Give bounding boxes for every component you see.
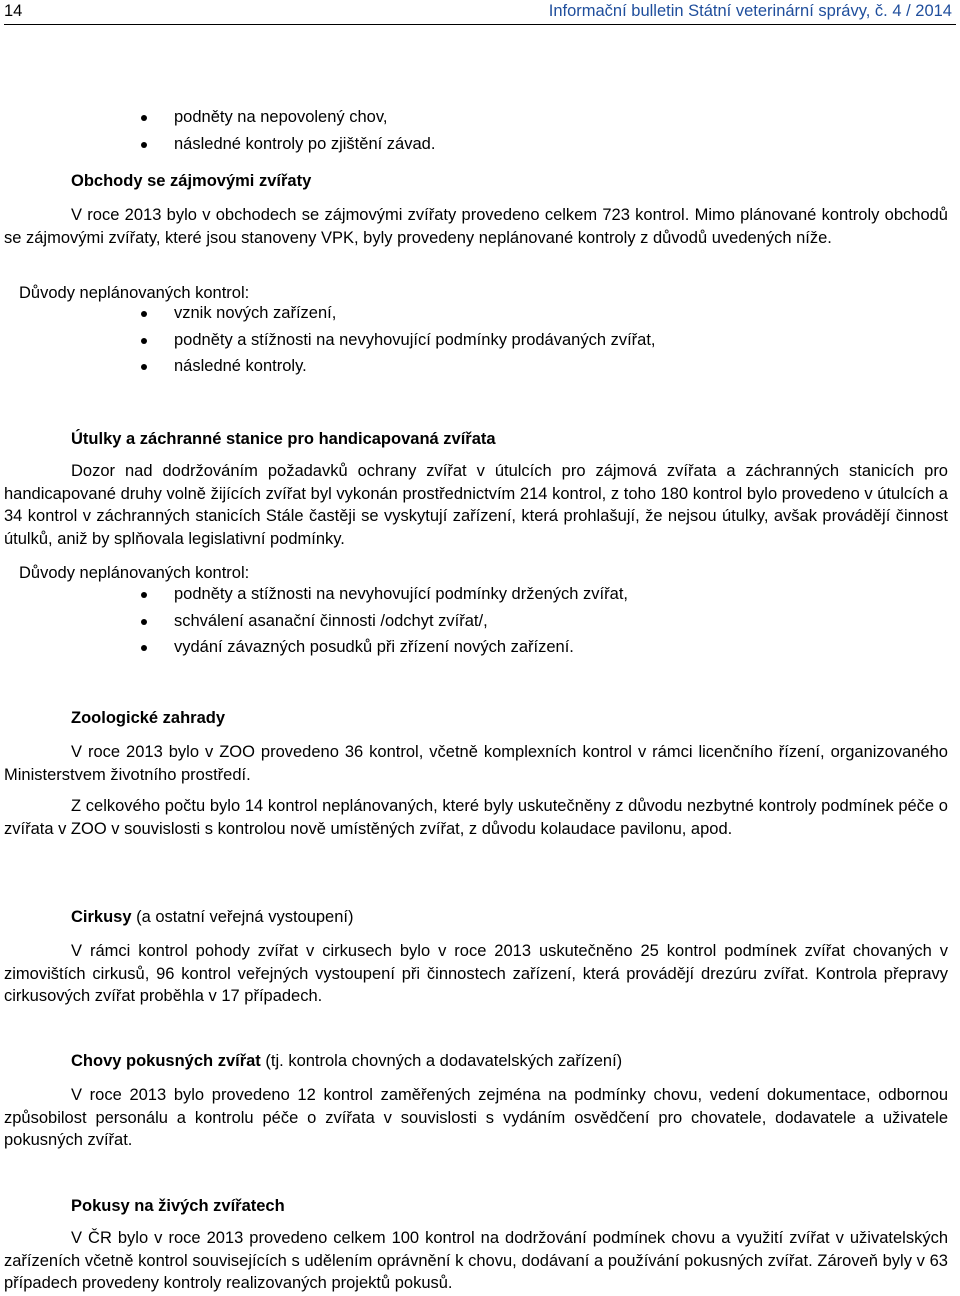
section-heading-circus [71, 906, 354, 928]
lab-animals-paragraph: V roce 2013 bylo provedeno 12 kontrol zaměřených zejména na podmínky chovu, vedení dokumentace, odbornou způsobilost personálu a kontrolu péče o zvířata v souvislosti s vydáním osvědčení pro chovatele, dodavatele a uživatele pokusných zvířat. [4, 1086, 948, 1149]
list-item: schválení asanační činnosti /odchyt zvířat/, [0, 608, 960, 635]
zoo-paragraph-1: V roce 2013 bylo v ZOO provedeno 36 kontrol, včetně komplexních kontrol v rámci licenčního řízení, organizovaného Ministerstvem životního prostředí. [4, 743, 948, 784]
circus-heading-note: (a ostatní veřejná vystoupení) [136, 908, 354, 926]
list-item: podněty a stížnosti na nevyhovující podmínky držených zvířat, [0, 581, 960, 608]
circus-paragraph: V rámci kontrol pohody zvířat v cirkusech bylo v roce 2013 uskutečněno 25 kontrol podmínek zvířat chovaných v zimovištích cirkusů, 96 kontrol veřejných vystoupení při činnostech zařízení, která provádějí drezúru zvířat. Kontrola přepravy cirkusových zvířat proběhla v 17 případech. [4, 942, 948, 1005]
section-heading-lab-animals [71, 1050, 622, 1072]
list-item: následné kontroly. [0, 353, 960, 380]
section-heading-shelters: Útulky a záchranné stanice pro handicapovaná zvířata [71, 430, 496, 448]
zoo-paragraph-2: Z celkového počtu bylo 14 kontrol neplánovaných, které byly uskutečněny z důvodu nezbytné kontroly podmínek péče o zvířata v ZOO v souvislosti s kontrolou nově umístěných zvířat, z důvodu kolaudace pavilonu, apod. [4, 797, 948, 838]
bulletin-title: Informační bulletin Státní veterinární správy, č. 4 / 2014 [548, 2, 952, 20]
page-number: 14 [4, 2, 23, 20]
shelters-paragraph: Dozor nad dodržováním požadavků ochrany zvířat v útulcích pro zájmová zvířata a záchranných stanicích pro handicapované druhy volně žijících zvířat byl vykonán prostřednictvím 214 kontrol, z toho 180 kontrol bylo provedeno v útulcích a 34 kontrol v záchranných stanicích Stále častěji se vyskytují zařízení, která prohlašují, že nejsou útulky, avšak provádějí činnost útulků, aniž by splňovala legislativní podmínky. [4, 462, 948, 548]
list-item: vydání závazných posudků při zřízení nových zařízení. [0, 634, 960, 661]
top-bullet-list [0, 104, 960, 157]
pet-shops-reasons-list [0, 300, 960, 380]
list-item: podněty a stížnosti na nevyhovující podmínky prodávaných zvířat, [0, 327, 960, 354]
list-item: následné kontroly po zjištění závad. [0, 131, 960, 158]
experiments-paragraph: V ČR bylo v roce 2013 provedeno celkem 100 kontrol na dodržování podmínek chovu a využití zvířat v uživatelských zařízeních včetně kontrol souvisejících s udělením oprávnění k chovu, dodávaní a používání pokusných zvířat. Zároveň byly v 63 případech provedeny kontroly realizovaných projektů pokusů. [4, 1229, 948, 1292]
list-item: vznik nových zařízení, [0, 300, 960, 327]
pet-shops-paragraph: V roce 2013 bylo v obchodech se zájmovými zvířaty provedeno celkem 723 kontrol. Mimo plánované kontroly obchodů se zájmovými zvířaty, které jsou stanoveny VPK, byly provedeny neplánované kontroly z důvodů uvedených níže. [4, 206, 948, 247]
list-item: podněty na nepovolený chov, [0, 104, 960, 131]
lab-animals-heading-note: (tj. kontrola chovných a dodavatelských zařízení) [265, 1052, 623, 1070]
section-heading-pet-shops: Obchody se zájmovými zvířaty [71, 172, 312, 190]
lab-animals-heading-title: Chovy pokusných zvířat [71, 1052, 261, 1070]
section-heading-zoo: Zoologické zahrady [71, 709, 226, 727]
section-heading-experiments: Pokusy na živých zvířatech [71, 1197, 285, 1215]
circus-heading-title: Cirkusy [71, 908, 132, 926]
reasons-label: Důvody neplánovaných kontrol: [19, 564, 250, 582]
reasons-label: Důvody neplánovaných kontrol: [19, 284, 250, 302]
shelters-reasons-list [0, 581, 960, 661]
running-header [4, 2, 956, 25]
